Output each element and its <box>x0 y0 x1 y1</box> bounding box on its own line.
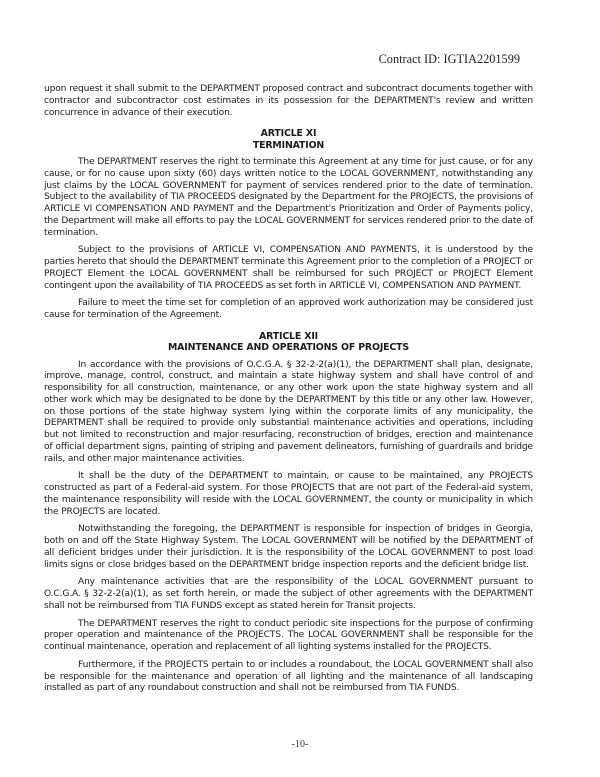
article-xi-heading <box>44 128 533 151</box>
article-xii-paragraph-3: Notwithstanding the foregoing, the DEPARTMENT is responsible for inspection of bridges in Georgia, both on and off the State Highway System. The LOCAL GOVERNMENT will be notified by the DEPARTMENT of all deficient bridges under their jurisdiction. It is the responsibility of the LOCAL GOVERNMENT to post load limits signs or close bridges based on the DEPARTMENT bridge inspection reports and the deficient bridge list. <box>44 524 533 570</box>
article-xii-heading <box>44 331 533 354</box>
page-number: -10- <box>291 739 309 750</box>
article-xii-paragraph-4: Any maintenance activities that are the responsibility of the LOCAL GOVERNMENT pursuant to O.C.G.A. § 32-2-2(a)(1), as set forth herein, or made the subject of other agreements with the DEPARTMENT shall not be reimbursed from TIA FUNDS except as stated herein for Transit projects. <box>44 577 533 611</box>
article-xi-number: ARTICLE XI <box>260 128 317 140</box>
continuation-paragraph: upon request it shall submit to the DEPARTMENT proposed contract and subcontract documents together with contractor and subcontractor cost estimates in its possession for the DEPARTMENT's review and written concurrence in advance of their execution. <box>44 84 533 118</box>
article-xii-paragraph-5: The DEPARTMENT reserves the right to conduct periodic site inspections for the purpose of confirming proper operation and maintenance of the PROJECTS. The LOCAL GOVERNMENT shall be responsible for the continual maintenance, operation and replacement of all lighting systems installed for the PROJECTS. <box>44 618 533 653</box>
article-xi-paragraph-3: Failure to meet the time set for completion of an approved work authorization may be considered just cause for termination of the Agreement. <box>44 298 533 321</box>
document-body <box>44 84 533 701</box>
article-xi-paragraph-2: Subject to the provisions of ARTICLE VI, COMPENSATION AND PAYMENTS, it is understood by the parties hereto that should the DEPARTMENT terminate this Agreement prior to the completion of a PROJECT or PROJECT Element the LOCAL GOVERNMENT shall be reimbursed for such PROJECT or PROJECT Element contingent upon the availability of TIA PROCEEDS as set forth in ARTICLE VI, COMPENSATION AND PAYMENT. <box>44 245 533 291</box>
article-xii-number: ARTICLE XII <box>258 330 318 342</box>
article-xii-paragraph-1: In accordance with the provisions of O.C.G.A. § 32-2-2(a)(1), the DEPARTMENT shall plan, designate, improve, manage, control, construct, and maintain a state highway system and shall have control of and responsibility for all construction, maintenance, or any other work upon the state highway system and all other work which may be designated to be done by the DEPARTMENT by this title or any other law. However, on those portions of the state highway system lying within the corporate limits of any municipality, the DEPARTMENT shall be required to provide only substantial maintenance activities and operations, including but not limited to reconstruction and major resurfacing, reconstruction of bridges, erection and maintenance of official department signs, painting of striping and pavement delineators, furnishing of guardrails and bridge rails, and other major maintenance activities. <box>44 359 533 464</box>
article-xi-title: TERMINATION <box>252 139 325 151</box>
article-xii-title: MAINTENANCE AND OPERATIONS OF PROJECTS <box>168 342 409 354</box>
article-xii-paragraph-2: It shall be the duty of the DEPARTMENT to maintain, or cause to be maintained, any PROJECTS constructed as part of a Federal-aid system. For those PROJECTS that are not part of the Federal-aid system, the maintenance responsibility will reside with the LOCAL GOVERNMENT, the county or municipality in which the PROJECTS are located. <box>44 471 533 517</box>
article-xii-paragraph-6: Furthermore, if the PROJECTS pertain to or includes a roundabout, the LOCAL GOVERNMENT shall also be responsible for the maintenance and operation of all lighting and the maintenance of all landscaping installed as part of any roundabout construction and shall not be reimbursed from TIA FUNDS. <box>44 659 533 694</box>
contract-id: Contract ID: IGTIA2201599 <box>378 52 520 66</box>
article-xi-paragraph-1: The DEPARTMENT reserves the right to terminate this Agreement at any time for just cause, or for any cause, or for no cause upon sixty (60) days written notice to the LOCAL GOVERNMENT, notwithstanding any just claims by the LOCAL GOVERNMENT for payment of services rendered prior to the date of termination. Subject to the availability of TIA PROCEEDS designated by the Department for the PROJECTS, the provisions of ARTICLE VI COMPENSATION AND PAYMENT and the Department's Prioritization and Order of Payments policy, the Department will make all efforts to pay the LOCAL GOVERNMENT for services rendered prior to the date of termination. <box>44 157 533 238</box>
